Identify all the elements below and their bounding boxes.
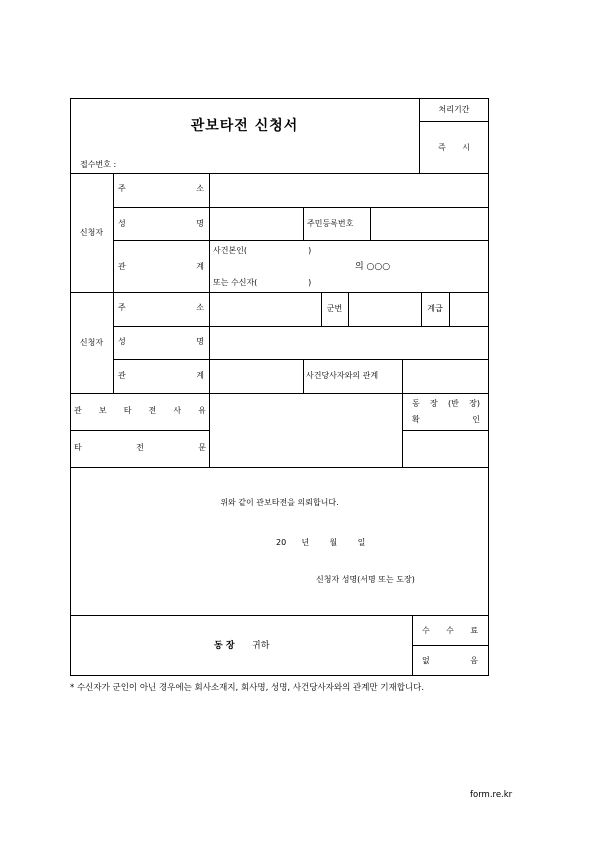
divider bbox=[209, 173, 210, 393]
telegram-reason-label: 관 보 타 전 사 유 bbox=[74, 406, 206, 415]
relation-recipient-line: 또는 수신자( ) bbox=[213, 278, 312, 287]
recipient-address-label: 주 소 bbox=[118, 303, 204, 312]
applicant-address-label: 주 소 bbox=[118, 184, 204, 193]
military-number-label: 군번 bbox=[326, 304, 343, 313]
relation-principal-line: 사건본인( ) bbox=[213, 246, 312, 255]
divider bbox=[70, 615, 489, 616]
divider bbox=[303, 207, 304, 240]
divider bbox=[113, 359, 489, 360]
divider bbox=[402, 430, 489, 431]
footnote: * 수신자가 군인이 아닌 경우에는 회사소재지, 회사명, 성명, 사건당사자와의 관계만 기재합니다. bbox=[70, 683, 425, 693]
divider bbox=[70, 430, 210, 431]
divider bbox=[402, 393, 403, 467]
resident-number-label: 주민등록번호 bbox=[307, 219, 354, 228]
confirm-label: 확 인 bbox=[412, 415, 480, 424]
divider bbox=[113, 240, 489, 241]
divider bbox=[209, 393, 210, 467]
fee-value: 없 음 bbox=[422, 656, 478, 665]
divider bbox=[348, 292, 349, 326]
divider bbox=[113, 173, 114, 393]
divider bbox=[113, 207, 489, 208]
fee-label: 수 수 료 bbox=[422, 626, 478, 635]
form-title: 관보타전 신청서 bbox=[190, 118, 299, 134]
relation-principal-suffix: 의 ○○○ bbox=[355, 262, 391, 272]
addressee: 동 장 bbox=[214, 641, 235, 651]
recipient-relation-label: 관 계 bbox=[118, 371, 204, 380]
divider bbox=[412, 615, 413, 676]
divider bbox=[70, 173, 489, 174]
processing-period-label: 처리기간 bbox=[438, 105, 470, 114]
rank-label: 계급 bbox=[427, 304, 443, 313]
recipient-name-label: 성 명 bbox=[118, 337, 204, 346]
official-label: 동 장 (반 장) bbox=[412, 399, 480, 408]
divider bbox=[419, 121, 489, 122]
processing-period-value: 즉 시 bbox=[438, 143, 470, 152]
divider bbox=[412, 645, 489, 646]
recipient-group-label: 신청자 bbox=[79, 338, 104, 347]
divider bbox=[402, 359, 403, 393]
signature-line: 신청자 성명(서명 또는 도장) bbox=[316, 575, 415, 584]
divider bbox=[70, 292, 489, 293]
honorific: 귀하 bbox=[252, 641, 270, 651]
date-line: 20 년 월 일 bbox=[276, 538, 366, 547]
divider bbox=[370, 207, 371, 240]
site-link[interactable]: form.re.kr bbox=[470, 790, 513, 800]
relation-to-principal-label: 사건당사자와의 관계 bbox=[306, 371, 379, 380]
applicant-relation-label: 관 계 bbox=[118, 262, 204, 271]
applicant-group-label: 신청자 bbox=[79, 228, 104, 237]
receipt-number-label: 접수번호 : bbox=[80, 160, 117, 169]
request-statement: 위와 같이 관보타전을 의뢰합니다. bbox=[220, 498, 339, 507]
telegram-message-label: 타 전 문 bbox=[74, 443, 206, 452]
divider bbox=[70, 467, 489, 468]
divider bbox=[449, 292, 450, 326]
divider bbox=[113, 326, 489, 327]
divider bbox=[70, 393, 489, 394]
applicant-name-label: 성 명 bbox=[118, 219, 204, 228]
divider bbox=[303, 359, 304, 393]
